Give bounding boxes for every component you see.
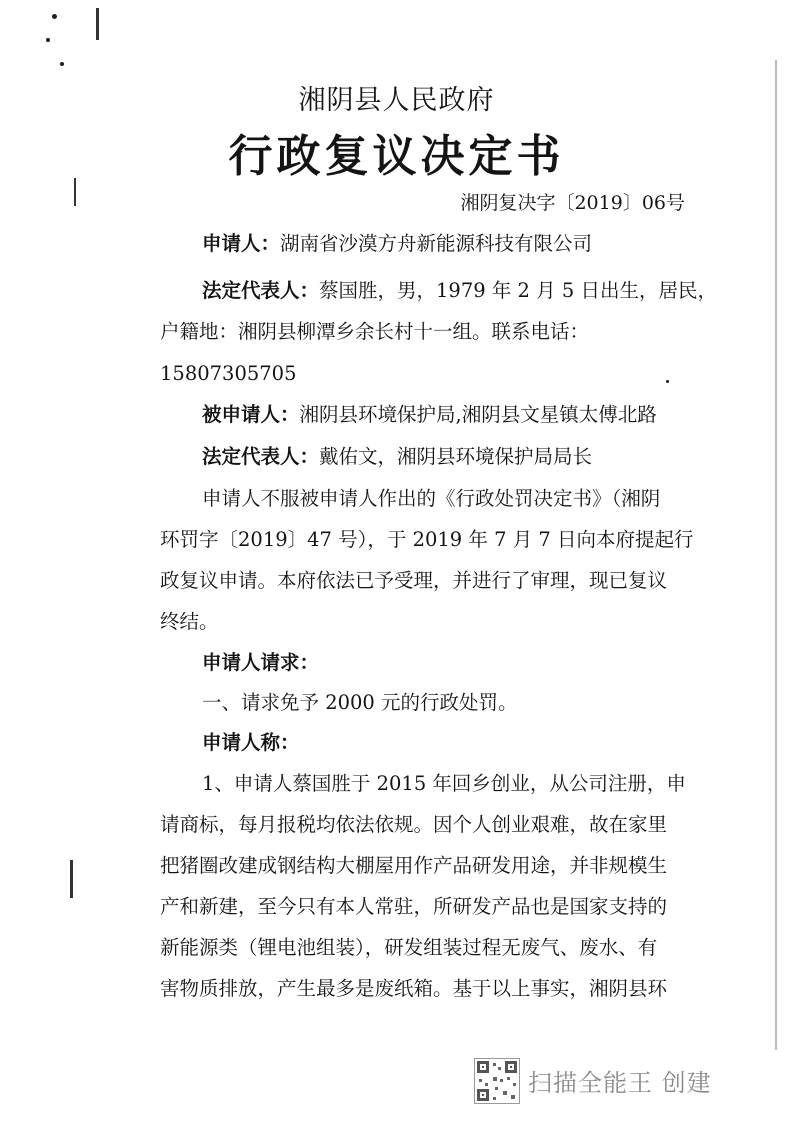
document-number: 湘阴复决字〔2019〕06号 (460, 192, 685, 214)
scan-speck (52, 14, 57, 19)
statement-line4: 产和新建，至今只有本人常驻，所研发产品也是国家支持的 (160, 895, 668, 918)
applicant-value: 湖南省沙漠方舟新能源科技有限公司 (280, 232, 593, 255)
document-title: 行政复议决定书 (228, 131, 565, 182)
scan-speck (666, 380, 669, 383)
respondent-rep-label: 法定代表人： (202, 445, 320, 468)
intro-line4: 终结。 (160, 610, 219, 633)
statement-line1: 1、申请人蔡国胜于 2015 年回乡创业，从公司注册，申 (202, 772, 686, 795)
respondent-value: 湘阴县环境保护局,湘阴县文星镇太傅北路 (299, 403, 657, 426)
applicant-rep-line (202, 277, 717, 305)
statement-line5: 新能源类（锂电池组装），研发组装过程无废气、废水、有 (160, 936, 658, 959)
request-item1: 一、请求免予 2000 元的行政处罚。 (202, 691, 518, 714)
applicant-rep-phone: 15807305705 (160, 362, 297, 385)
intro-line1: 申请人不服被申请人作出的《行政处罚决定书》（湘阴 (202, 487, 661, 510)
scan-mark (96, 8, 99, 40)
respondent-rep-value: 戴佑文，湘阴县环境保护局局长 (319, 445, 593, 468)
respondent-rep-line (202, 443, 592, 471)
applicant-line (202, 230, 592, 258)
respondent-line (202, 401, 657, 429)
issuing-authority: 湘阴县人民政府 (298, 85, 495, 116)
statement-line3: 把猪圈改建成钢结构大棚屋用作产品研发用途，并非规模生 (160, 854, 668, 877)
statement-line6: 害物质排放，产生最多是废纸箱。基于以上事实，湘阴县环 (160, 977, 668, 1000)
scan-speck (60, 62, 64, 66)
statement-line2: 请商标，每月报税均依法依规。因个人创业艰难，故在家里 (160, 813, 668, 836)
applicant-rep-line1: 蔡国胜，男，1979 年 2 月 5 日出生，居民， (319, 279, 717, 302)
scan-speck (46, 38, 50, 42)
qr-code-icon (474, 1058, 520, 1104)
statement-heading: 申请人称： (202, 731, 300, 754)
intro-line2: 环罚字〔2019〕47 号），于 2019 年 7 月 7 日向本府提起行 (160, 528, 694, 551)
applicant-rep-line2: 户籍地：湘阴县柳潭乡余长村十一组。联系电话： (160, 320, 590, 343)
scan-mark (70, 860, 73, 898)
scanner-watermark: 扫描全能王 创建 (528, 1069, 712, 1097)
scan-mark (775, 60, 777, 1050)
applicant-rep-label: 法定代表人： (202, 279, 320, 302)
intro-line3: 政复议申请。本府依法已予受理，并进行了审理，现已复议 (160, 569, 668, 592)
request-heading: 申请人请求： (202, 651, 320, 674)
applicant-label: 申请人： (202, 232, 281, 255)
respondent-label: 被申请人： (202, 403, 300, 426)
